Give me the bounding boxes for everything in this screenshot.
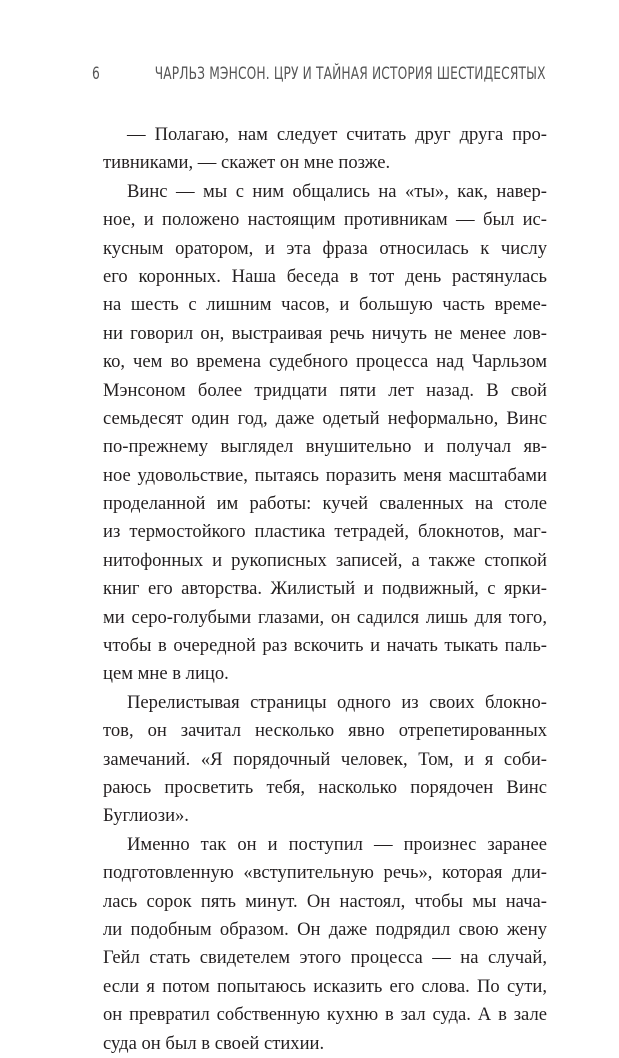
text-line: ное удовольствие, пытаясь поразить меня масштабами (103, 464, 547, 486)
text-line: цем мне в лицо. (103, 663, 229, 685)
text-line: ни говорил он, выстраивая речь ничуть не менее лов- (103, 322, 547, 344)
text-line: подготовленную «вступительную речь», которая дли- (103, 862, 547, 884)
text-line: суда он был в своей стихии. (103, 1032, 325, 1054)
text-line: по-прежнему выглядел внушительно и получал яв- (103, 436, 547, 458)
text-line: из термостойкого пластика тетрадей, блокнотов, маг- (103, 521, 547, 543)
book-title: ЧАРЛЬЗ МЭНСОН. ЦРУ И ТАЙНАЯ ИСТОРИЯ ШЕСТИДЕСЯТЫХ (154, 64, 546, 84)
text-line: — Полагаю, нам следует считать друг друга про- (127, 124, 547, 145)
text-line: замечаний. «Я порядочный человек, Том, и я соби- (103, 748, 547, 770)
running-head (92, 64, 546, 94)
text-line: ми серо-голубыми глазами, он садился лишь для того, (103, 606, 547, 628)
text-line: семьдесят один год, даже одетый неформально, Винс (103, 407, 547, 429)
text-line: Гейл стать свидетелем этого процесса — на случай, (103, 947, 547, 969)
text-line: нитофонных и рукописных записей, а также стопкой (103, 549, 547, 571)
text-line: Мэнсоном более тридцати пяти лет назад. В свой (103, 379, 547, 401)
text-line: раюсь просветить тебя, насколько порядочен Винс (103, 776, 547, 798)
text-line: чтобы в очередной раз вскочить и начать тыкать паль- (103, 635, 547, 657)
text-line: Перелистывая страницы одного из своих блокно- (127, 691, 547, 713)
paragraph (103, 121, 547, 178)
text-line: Буглиози». (103, 805, 189, 827)
text-line: на шесть с лишним часов, и большую часть време- (103, 294, 547, 316)
paragraph (103, 178, 547, 689)
text-line: Винс — мы с ним общались на «ты», как, навер- (127, 180, 547, 202)
body-text (103, 121, 547, 1058)
text-line: проделанной им работы: кучей сваленных на столе (103, 493, 547, 515)
paragraph (103, 689, 547, 831)
text-line: ли подобным образом. Он даже подрядил свою жену (103, 918, 547, 940)
text-line: тивниками, — скажет он мне позже. (103, 152, 391, 174)
text-line: ко, чем во времена судебного процесса над Чарльзом (103, 351, 547, 373)
text-line: ное, и положено настоящим противникам — был ис- (103, 209, 547, 231)
text-line: книг его авторства. Жилистый и подвижный, с ярки- (103, 578, 547, 600)
text-line: он превратил собственную кухню в зал суда. А в зале (103, 1004, 547, 1026)
text-line: его коронных. Наша беседа в тот день растянулась (103, 265, 547, 287)
text-line: кусным оратором, и эта фраза относилась к числу (103, 237, 547, 259)
text-line: лась сорок пять минут. Он настоял, чтобы мы нача- (103, 890, 547, 912)
text-line: если я потом попытаюсь исказить его слова. По сути, (103, 975, 547, 997)
paragraph (103, 831, 547, 1058)
page-number: 6 (92, 64, 100, 84)
text-line: тов, он зачитал несколько явно отрепетированных (103, 720, 547, 742)
text-line: Именно так он и поступил — произнес заранее (127, 833, 547, 855)
